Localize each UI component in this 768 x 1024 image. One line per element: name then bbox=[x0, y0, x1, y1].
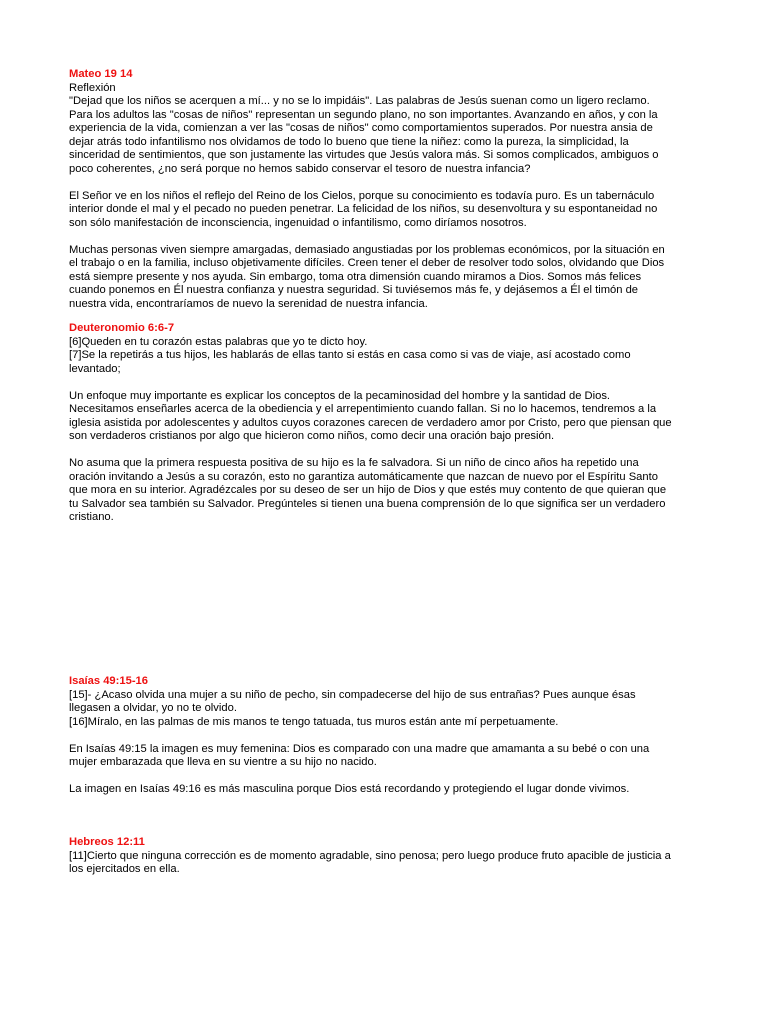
text-line: son sólo manifestación de inconsciencia, ingenuidad o infantilismo, como diríamos nosotros. bbox=[69, 216, 527, 229]
text-line: está siempre presente y nos ayuda. Sin embargo, toma otra dimensión cuando miramos a Dios. Somos más felices bbox=[69, 270, 642, 283]
text-line: experiencia de la vida, comienzan a ver las "cosas de niños" como comportamientos superados. Por nuestra ansia de bbox=[69, 122, 653, 134]
paragraph bbox=[69, 850, 699, 877]
text-line: son verdaderos cristianos por algo que hicieron como niños, como decir una oración bajo presión. bbox=[69, 430, 555, 442]
text-line: interior donde el mal y el pecado no pueden penetrar. La felicidad de los niños, su desenvoltura y su espontaneidad no bbox=[69, 203, 658, 215]
text-line: los ejercitados en ella. bbox=[69, 863, 180, 875]
text-line: nuestra vida, encontraríamos de nuevo la serenidad de nuestra infancia. bbox=[69, 297, 428, 310]
text-line: La imagen en Isaías 49:16 es más masculina porque Dios está recordando y protegiendo el lugar donde vivimos. bbox=[69, 783, 630, 795]
paragraph bbox=[69, 336, 699, 377]
text-line: [11]Cierto que ninguna corrección es de momento agradable, sino penosa; pero luego produce fruto apacible de justicia a bbox=[69, 849, 671, 862]
text-line: mujer embarazada que lleva en su vientre a su hijo no nacido. bbox=[69, 756, 377, 768]
paragraph bbox=[69, 190, 699, 231]
text-line: iglesia asistida por adolescentes y adultos cuyos corazones carecen de verdadero amor por Cristo, pero que piensan que bbox=[69, 416, 672, 429]
section-heading: Mateo 19 14 bbox=[69, 68, 133, 80]
section-deuteronomio bbox=[69, 322, 699, 538]
text-line: cristiano. bbox=[69, 511, 114, 523]
text-line: Muchas personas viven siempre amargadas, demasiado angustiadas por los problemas económicos, por la situación en bbox=[69, 243, 665, 256]
section-heading: Hebreos 12:11 bbox=[69, 836, 145, 848]
text-line: que mora en su interior. Agradézcales por su deseo de ser un hijo de Dios y que estés muy contento de que quieran que bbox=[69, 484, 667, 496]
text-line: "Dejad que los niños se acerquen a mí... y no se lo impidáis". Las palabras de Jesús suenan como un ligero reclamo. bbox=[69, 95, 650, 107]
text-line: El Señor ve en los niños el reflejo del Reino de los Cielos, porque su conocimiento es todavía puro. Es un tabernáculo bbox=[69, 189, 655, 202]
text-line: levantado; bbox=[69, 362, 121, 375]
text-line: Para los adultos las "cosas de niños" representan un segundo plano, no son importantes. Avanzando en años, y con la bbox=[69, 108, 658, 121]
text-line: [16]Míralo, en las palmas de mis manos te tengo tatuada, tus muros están ante mí perpetuamente. bbox=[69, 715, 559, 728]
paragraph bbox=[69, 457, 699, 525]
text-line: [6]Queden en tu corazón estas palabras que yo te dicto hoy. bbox=[69, 335, 368, 348]
paragraph bbox=[69, 689, 699, 730]
text-line: En Isaías 49:15 la imagen es muy femenina: Dios es comparado con una madre que amamanta a su bebé o con una bbox=[69, 742, 650, 755]
section-isaias bbox=[69, 675, 699, 810]
text-line: dejar atrás todo infantilismo nos olvidamos de todo lo bueno que tiene la niñez: como la pureza, la simplicidad, la bbox=[69, 135, 629, 148]
text-line: poco coherentes, ¿no será porque no hemos sabido conservar el tesoro de nuestra infancia? bbox=[69, 162, 531, 175]
text-line: [15]- ¿Acaso olvida una mujer a su niño de pecho, sin compadecerse del hijo de sus entrañas? Pues aunque ésas bbox=[69, 688, 636, 701]
section-hebreos bbox=[69, 836, 699, 890]
text-line: [7]Se la repetirás a tus hijos, les hablarás de ellas tanto si estás en casa como si vas de viaje, así acostado como bbox=[69, 349, 631, 361]
text-line: oración invitando a Jesús a su corazón, esto no garantiza automáticamente que nazcan de nuevo por el Espíritu Santo bbox=[69, 470, 658, 483]
paragraph bbox=[69, 783, 699, 797]
text-line: el trabajo o en la familia, incluso objetivamente difíciles. Creen tener el deber de resolver todo solos, olvidando que Dios bbox=[69, 257, 665, 269]
paragraph bbox=[69, 82, 699, 177]
text-line: cuando ponemos en Él nuestra confianza y nuestra seguridad. Si tuviésemos más fe, y dejásemos a Él el timón de bbox=[69, 284, 639, 296]
section-heading: Isaías 49:15-16 bbox=[69, 675, 148, 687]
text-line: Reflexión bbox=[69, 81, 116, 94]
section-mateo bbox=[69, 68, 699, 325]
paragraph bbox=[69, 743, 699, 770]
text-line: Un enfoque muy importante es explicar los conceptos de la pecaminosidad del hombre y la santidad de Dios. bbox=[69, 389, 611, 402]
paragraph bbox=[69, 244, 699, 312]
paragraph bbox=[69, 390, 699, 444]
text-line: No asuma que la primera respuesta positiva de su hijo es la fe salvadora. Si un niño de cinco años ha repetido una bbox=[69, 457, 639, 469]
text-line: sinceridad de sentimientos, que son justamente las virtudes que Jesús valora más. Si somos complicados, ambiguos o bbox=[69, 149, 659, 161]
text-line: Necesitamos enseñarles acerca de la obediencia y el arrepentimiento cuando fallan. Si no lo hacemos, tendremos a la bbox=[69, 403, 657, 415]
text-line: tu Salvador sea también su Salvador. Pregúnteles si tienen una buena comprensión de lo que significa ser un verdadero bbox=[69, 497, 666, 510]
section-heading: Deuteronomio 6:6-7 bbox=[69, 322, 175, 334]
text-line: llegasen a olvidar, yo no te olvido. bbox=[69, 702, 237, 714]
